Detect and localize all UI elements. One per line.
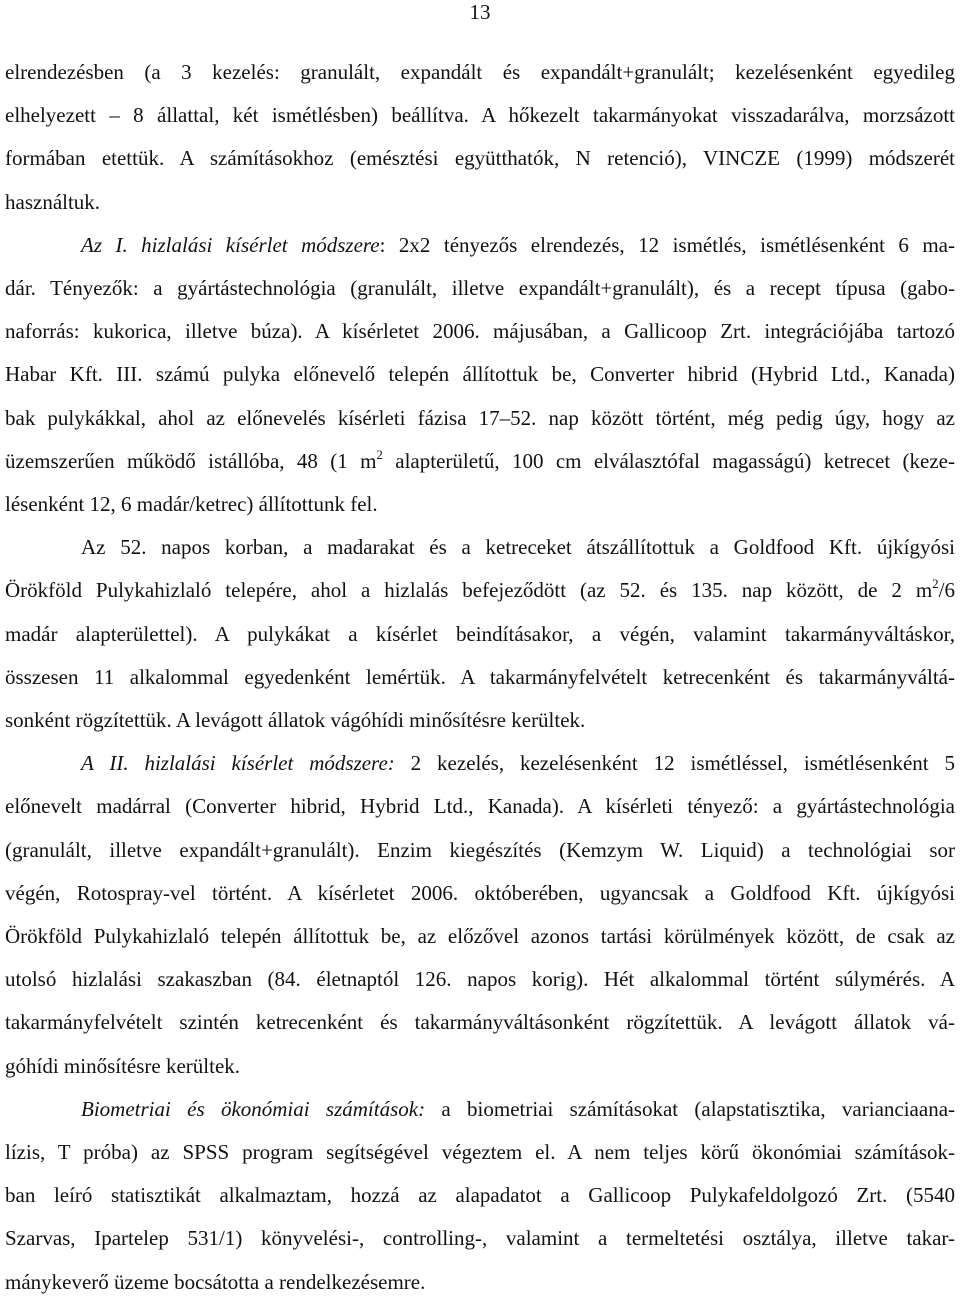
text-line [5,230,955,260]
text-line [5,619,955,649]
italic-heading: Az I. hizlalási kísérlet módszere [81,232,380,257]
text-line [5,835,955,865]
text-line [5,662,955,692]
text-run: (granulált, illetve expandált+granulált). Enzim kiegészítés (Kemzym W. Liquid) a technológiai sor [5,837,955,862]
text-run: előnevelt madárral (Converter hibrid, Hybrid Ltd., Kanada). A kísérleti tényező: a gyártástechnológia [5,794,955,819]
text-line [5,187,955,217]
text-line [5,1007,955,1037]
superscript: 2 [376,446,383,462]
text-line [5,705,955,735]
italic-heading: A II. hizlalási kísérlet módszere: [81,751,395,776]
text-run: elrendezésben (a 3 kezelés: granulált, expandált és expandált+granulált; kezelésenként egyedileg [5,60,955,84]
text-line [5,532,955,562]
text-run: ban leíró statisztikát alkalmaztam, hozzá az alapadatot a Gallicoop Pulykafeldolgozó Zrt. (5540 [5,1183,955,1208]
text-run: 2 kezelés, kezelésenként 12 ismétléssel, ismétlésenként 5 [394,751,956,776]
text-line [5,575,955,605]
text-run: bak pulykákkal, ahol az előnevelés kísérleti fázisa 17–52. nap között történt, még pedig úgy, hogy az [5,405,955,430]
text-run: Örökföld Pulykahizlaló telepén állítottuk be, az előzővel azonos tartási körülmények között, de csak az [5,924,955,948]
text-line [5,1051,955,1081]
text-run: végén, Rotospray-vel történt. A kísérletet 2006. októberében, ugyancsak a Goldfood Kft. újkígyósi [5,880,955,905]
text-run: sonként rögzítettük. A levágott állatok vágóhídi minősítésre kerültek. [5,708,586,732]
text-run: : 2x2 tényezős elrendezés, 12 ismétlés, ismétlésenként 6 ma- [379,232,955,257]
text-run: használtuk. [5,189,101,214]
text-run: Az 52. napos korban, a madarakat és a ketreceket átszállítottuk a Goldfood Kft. újkígyósi [81,535,955,560]
text-line [5,100,955,130]
text-run: formában etettük. A számításokhoz (emésztési együtthatók, N retenció), VINCZE (1999) módszerét [5,146,955,171]
text-line [5,791,955,821]
text-line [5,878,955,908]
text-run: utolsó hizlalási szakaszban (84. életnaptól 126. napos korig). Hét alkalommal történt súlymérés. A [5,967,955,992]
text-line [5,273,955,303]
text-line [5,1267,955,1297]
text-run: Szarvas, Ipartelep 531/1) könyvelési-, controlling-, valamint a termeltetési osztálya, illetve takar- [5,1226,955,1251]
text-line [5,1137,955,1167]
text-line [5,748,955,778]
text-run: lízis, T próba) az SPSS program segítségével végeztem el. A nem teljes körű ökonómiai számítások- [5,1140,955,1164]
text-line [5,489,955,519]
text-run: alapterületű, 100 cm elválasztófal magasságú) ketrecet (keze- [382,448,955,473]
text-run: mánykeverő üzeme bocsátotta a rendelkezésemre. [5,1269,426,1294]
text-line [5,57,955,87]
italic-heading: Biometriai és ökonómiai számítások: [81,1096,426,1121]
text-run: takarmányfelvételt szintén ketrecenként és takarmányváltásonként rögzítettük. A levágott állatok vá- [5,1010,955,1035]
text-run: góhídi minősítésre kerültek. [5,1053,241,1078]
page-number: 13 [469,0,491,24]
text-line [5,1094,955,1124]
text-line [5,316,955,346]
text-line [5,359,955,389]
text-line [5,1180,955,1210]
text-line [5,446,955,476]
text-run: dár. Tényezők: a gyártástechnológia (granulált, illetve expandált+granulált), és a recept típusa (gabo- [5,276,955,300]
text-line [5,143,955,173]
text-run: naforrás: kukorica, illetve búza). A kísérletet 2006. májusában, a Gallicoop Zrt. integrációjába tartozó [5,319,955,344]
text-run: Habar Kft. III. számú pulyka előnevelő telepén állítottuk be, Converter hibrid (Hybrid Ltd., Kanada) [5,362,955,387]
text-run: madár alapterülettel). A pulykákat a kísérlet beindításakor, a végén, valamint takarmányváltáskor, [5,621,955,646]
text-line [5,403,955,433]
text-run: lésenként 12, 6 madár/ketrec) állítottunk fel. [5,492,378,516]
text-run: összesen 11 alkalommal egyedenként lemértük. A takarmányfelvételt ketrecenként és takarmányváltá- [5,664,955,689]
text-run: Örökföld Pulykahizlaló telepére, ahol a hizlalás befejeződött (az 52. és 135. nap között, de 2 m [5,578,933,603]
text-line [5,921,955,951]
superscript: 2 [932,576,939,592]
text-line [5,964,955,994]
text-run: a biometriai számításokat (alapstatisztika, varianciaana- [425,1096,956,1121]
text-line [5,1223,955,1253]
text-run: /6 [938,578,955,603]
text-run: elhelyezett – 8 állattal, két ismétlésben) beállítva. A hőkezelt takarmányokat visszadarálva, morzsázott [5,103,955,128]
text-run: üzemszerűen működő istállóba, 48 (1 m [5,448,377,473]
